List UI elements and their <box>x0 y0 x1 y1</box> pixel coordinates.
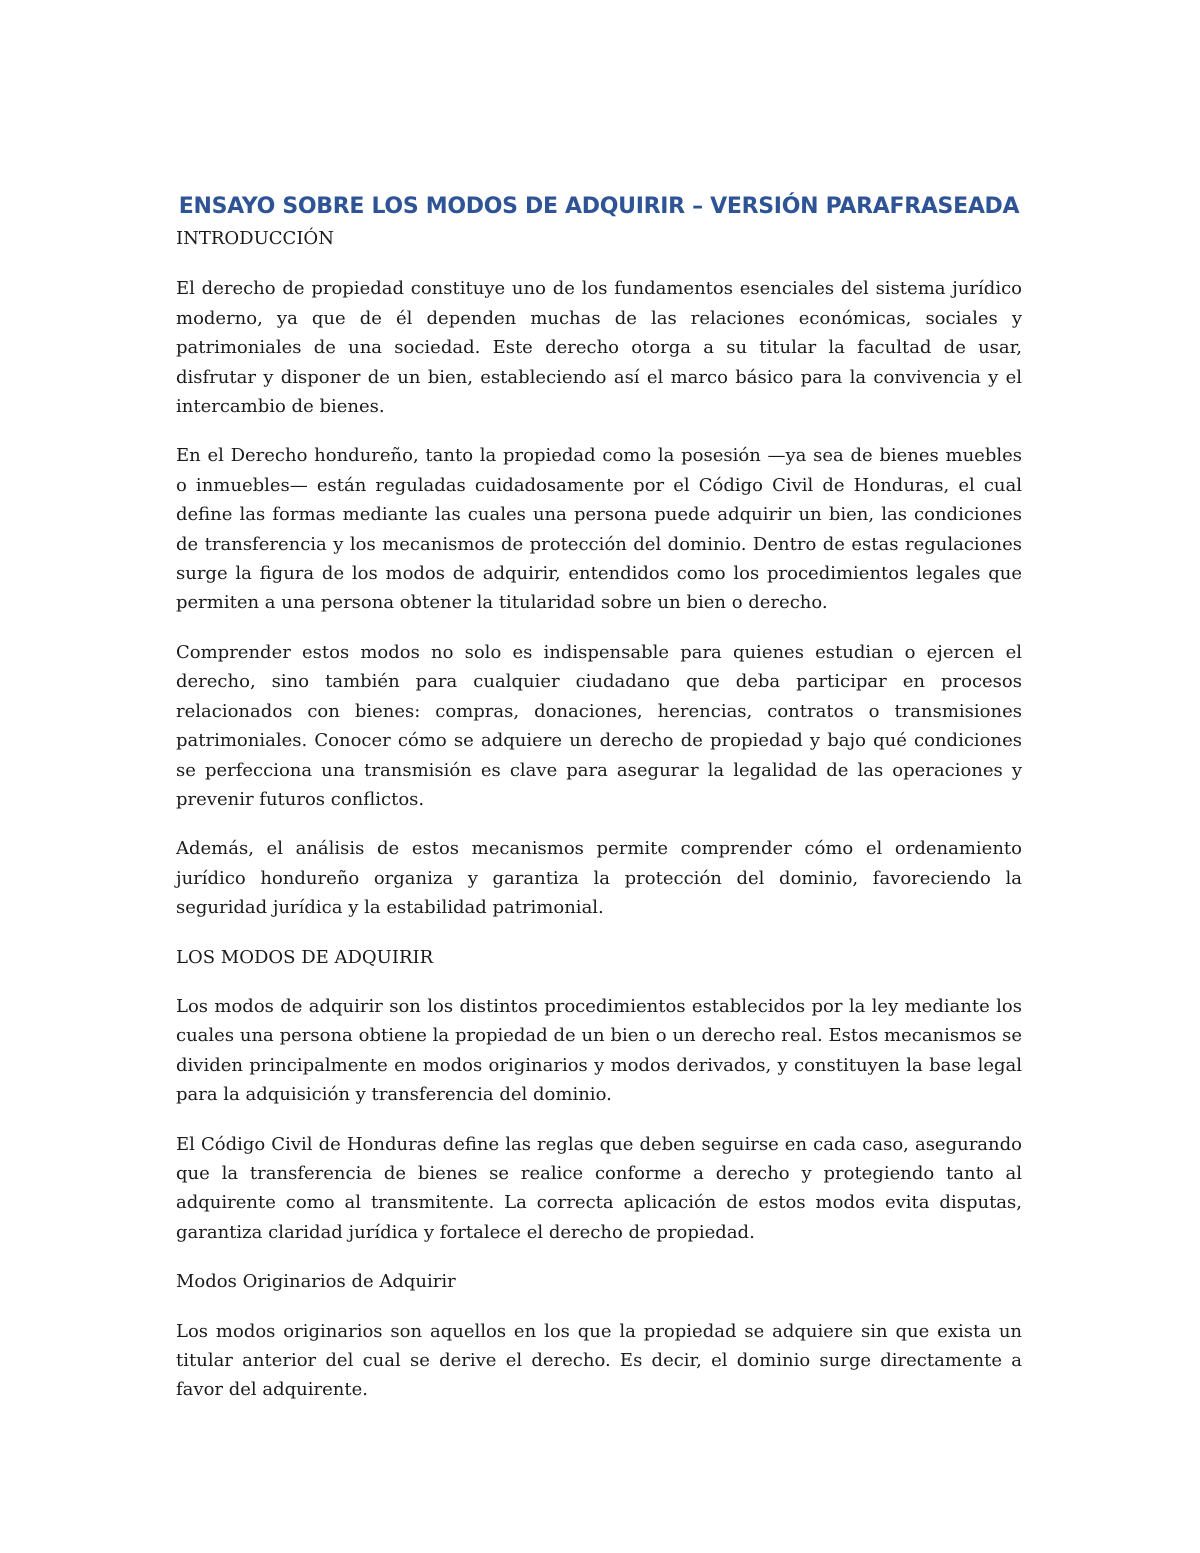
document-title: ENSAYO SOBRE LOS MODOS DE ADQUIRIR – VERSIÓN PARAFRASEADA <box>178 194 1020 219</box>
section-heading-modos-originarios: Modos Originarios de Adquirir <box>176 1271 456 1293</box>
paragraph: Los modos originarios son aquellos en los que la propiedad se adquiere sin que exista un titular anterior del cual se derive el derecho. Es decir, el dominio surge directamente a favor del adquirente. <box>176 1320 1022 1401</box>
section-heading-modos-de-adquirir: LOS MODOS DE ADQUIRIR <box>176 946 434 968</box>
paragraph: Los modos de adquirir son los distintos procedimientos establecidos por la ley mediante los cuales una persona obtiene la propiedad de un bien o un derecho real. Estos mecanismos se dividen principalmente en modos originarios y modos derivados, y constituyen la base legal para la adquisición y transferencia del dominio. <box>176 995 1022 1106</box>
paragraph: Comprender estos modos no solo es indispensable para quienes estudian o ejercen el derecho, sino también para cualquier ciudadano que deba participar en procesos relacionados con bienes: compras, donaciones, herencias, contratos o transmisiones patrimoniales. Conocer cómo se adquiere un derecho de propiedad y bajo qué condiciones se perfecciona una transmisión es clave para asegurar la legalidad de las operaciones y prevenir futuros conflictos. <box>176 641 1022 810</box>
paragraph: El Código Civil de Honduras define las reglas que deben seguirse en cada caso, asegurando que la transferencia de bienes se realice conforme a derecho y protegiendo tanto al adquirente como al transmitente. La correcta aplicación de estos modos evita disputas, garantiza claridad jurídica y fortalece el derecho de propiedad. <box>176 1133 1022 1243</box>
section-heading-introduccion: INTRODUCCIÓN <box>176 228 334 249</box>
paragraph: Además, el análisis de estos mecanismos permite comprender cómo el ordenamiento jurídico hondureño organiza y garantiza la protección del dominio, favoreciendo la seguridad jurídica y la estabilidad patrimonial. <box>176 838 1022 919</box>
document-body <box>176 190 1022 1425</box>
paragraph: En el Derecho hondureño, tanto la propiedad como la posesión —ya sea de bienes muebles o inmuebles— están reguladas cuidadosamente por el Código Civil de Honduras, el cual define las formas mediante las cuales una persona puede adquirir un bien, las condiciones de transferencia y los mecanismos de protección del dominio. Dentro de estas regulaciones surge la figura de los modos de adquirir, entendidos como los procedimientos legales que permiten a una persona obtener la titularidad sobre un bien o derecho. <box>176 445 1022 614</box>
paragraph: El derecho de propiedad constituye uno de los fundamentos esenciales del sistema jurídico moderno, ya que de él dependen muchas de las relaciones económicas, sociales y patrimoniales de una sociedad. Este derecho otorga a su titular la facultad de usar, disfrutar y disponer de un bien, estableciendo así el marco básico para la convivencia y el intercambio de bienes. <box>176 278 1022 418</box>
